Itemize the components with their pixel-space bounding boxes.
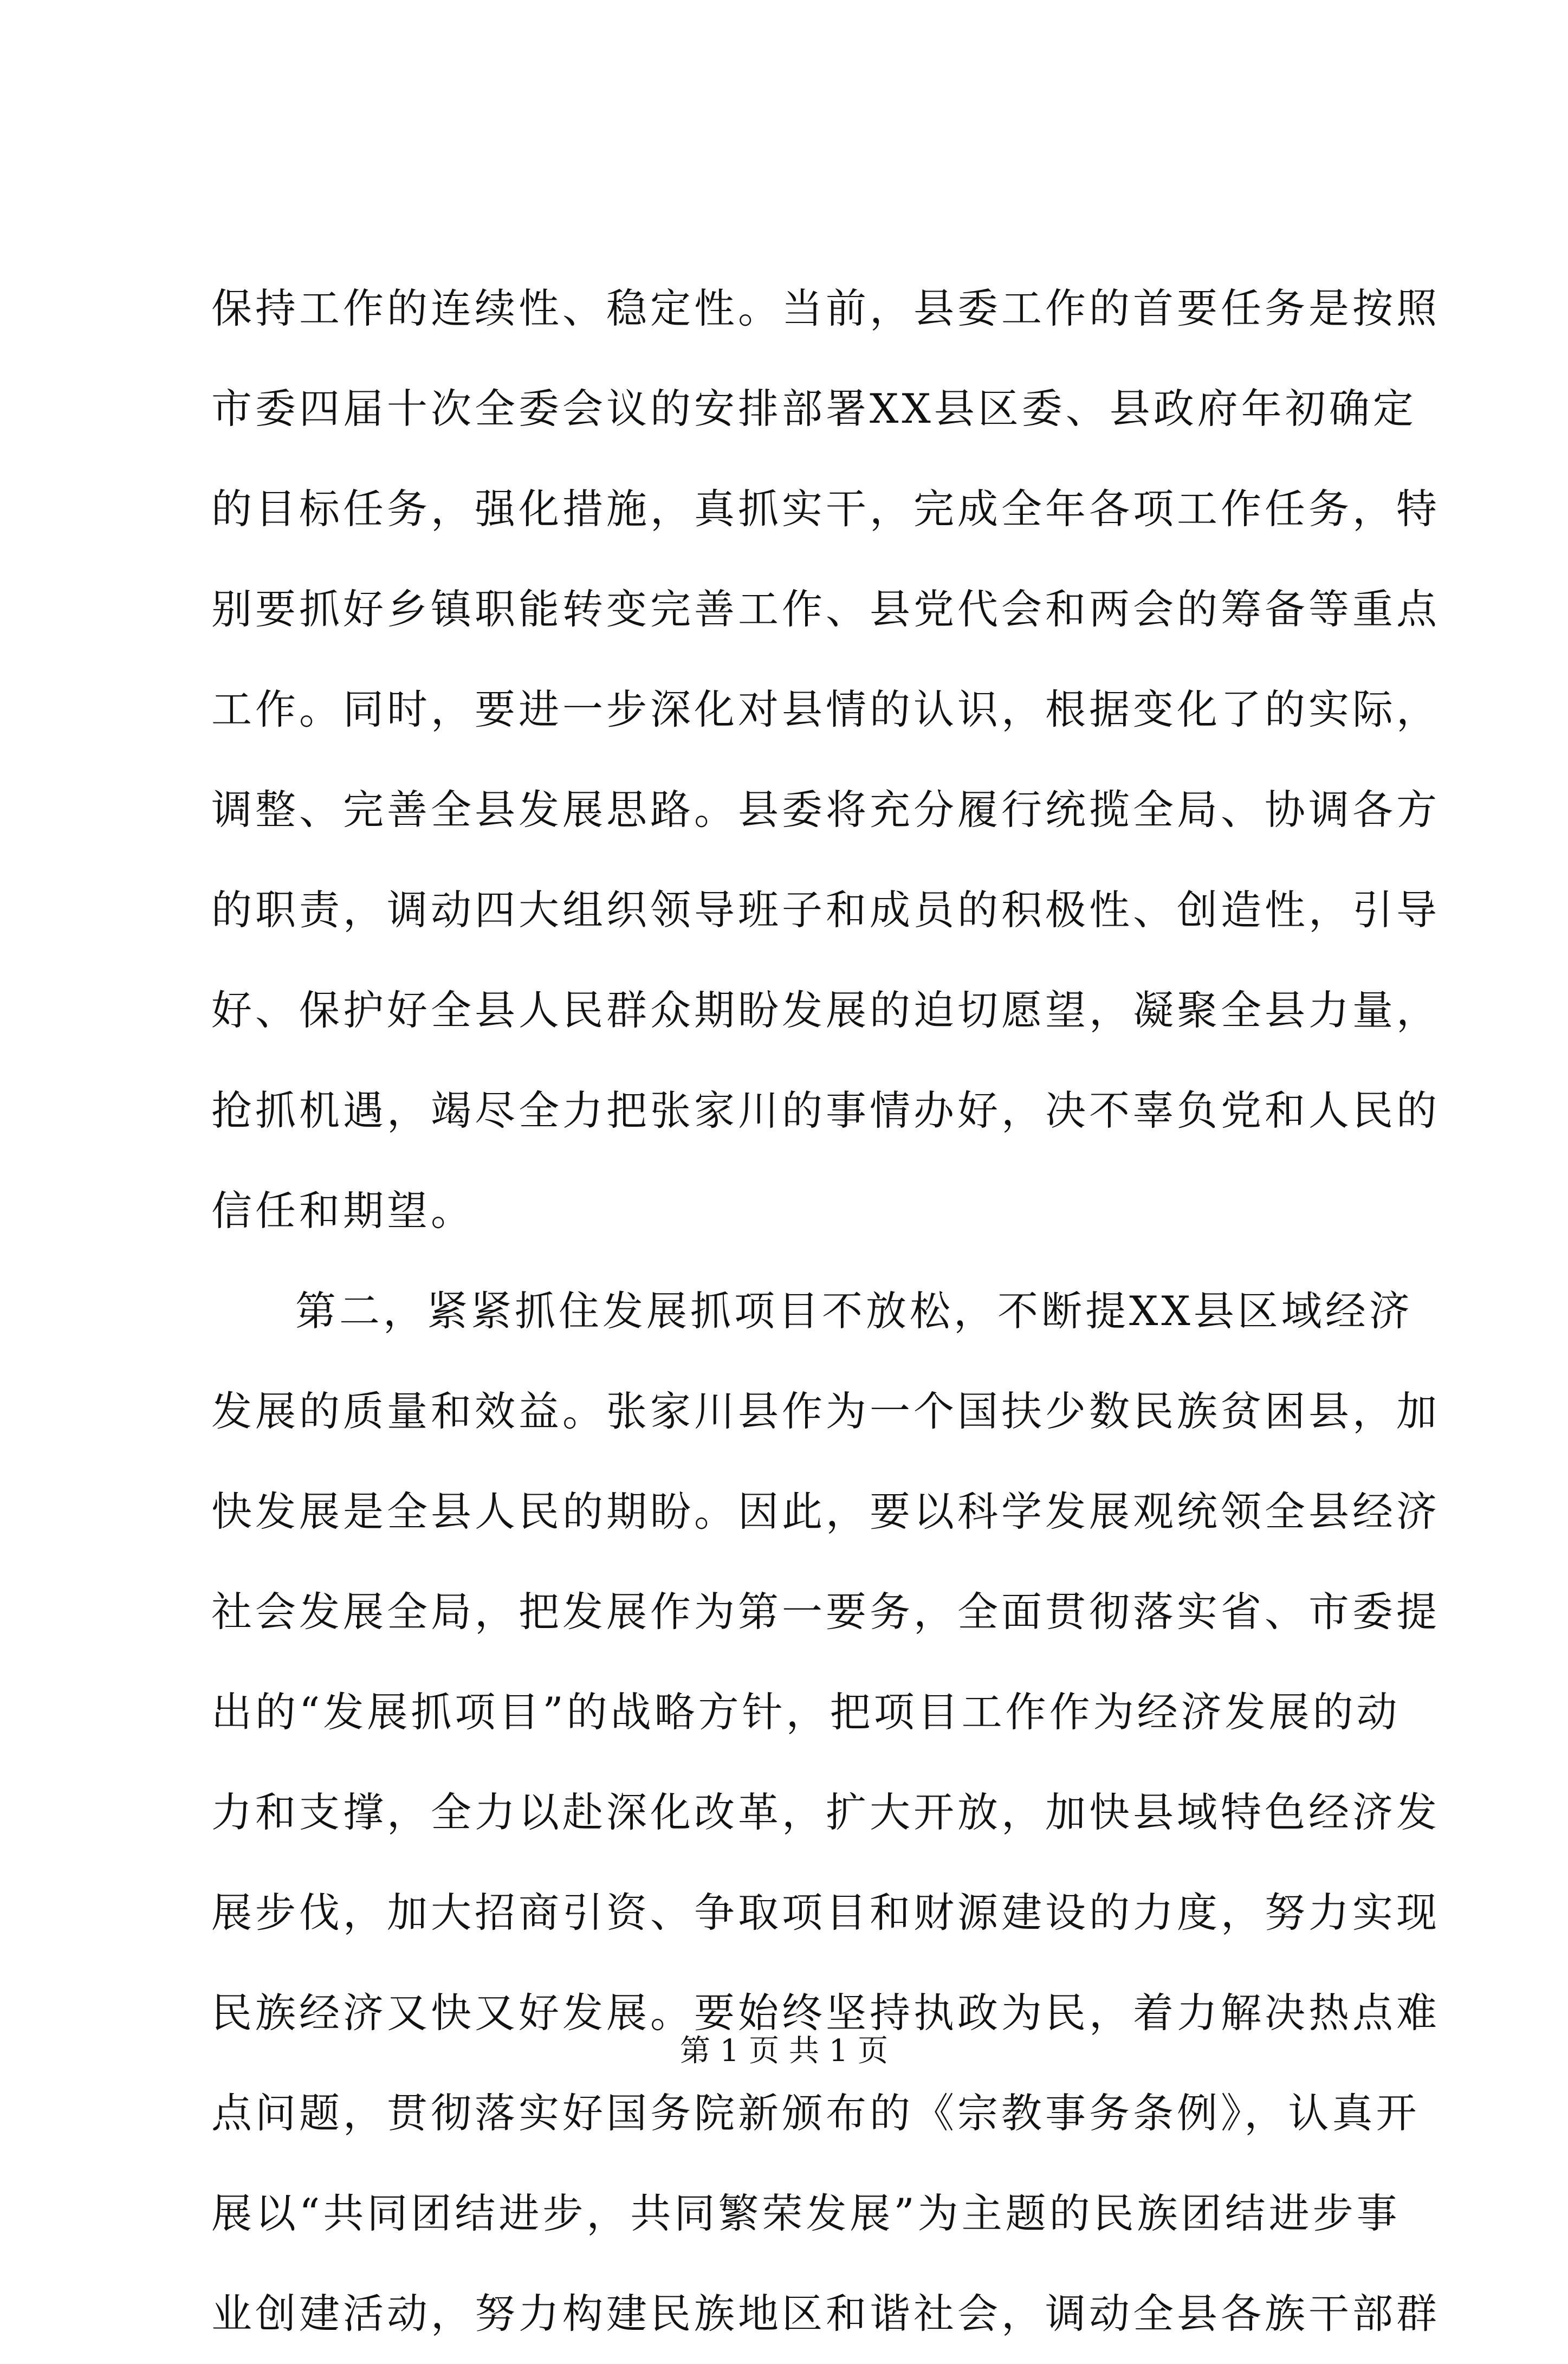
text-line: 保持工作的连续性、稳定性。当前，县委工作的首要任务是按照 — [211, 285, 1441, 332]
text-line: 抢抓机遇，竭尽全力把张家川的事情办好，决不辜负党和人民的 — [211, 1087, 1441, 1134]
page-number-footer: 第 1 页 共 1 页 — [679, 2033, 889, 2069]
paragraph-start-line: 第二，紧紧抓住发展抓项目不放松，不断提XX县区域经济 — [295, 1287, 1413, 1335]
text-line: 快发展是全县人民的期盼。因此，要以科学发展观统领全县经济 — [211, 1488, 1441, 1535]
text-line: 力和支撑，全力以赴深化改革，扩大开放，加快县域特色经济发 — [211, 1788, 1441, 1836]
text-line: 发展的质量和效益。张家川县作为一个国扶少数民族贫困县，加 — [211, 1387, 1441, 1435]
text-line: 出的“发展抓项目”的战略方针，把项目工作作为经济发展的动 — [211, 1688, 1401, 1736]
text-line: 信任和期望。 — [211, 1187, 475, 1235]
text-line: 业创建活动，努力构建民族地区和谐社会，调动全县各族干部群 — [211, 2290, 1441, 2337]
text-line: 工作。同时，要进一步深化对县情的认识，根据变化了的实际， — [211, 686, 1441, 733]
text-line: 市委四届十次全委会议的安排部署XX县区委、县政府年初确定 — [211, 385, 1417, 432]
text-line: 社会发展全局，把发展作为第一要务，全面贯彻落实省、市委提 — [211, 1588, 1441, 1636]
text-line: 展以“共同团结进步，共同繁荣发展”为主题的民族团结进步事 — [211, 2189, 1401, 2237]
text-line: 民族经济又快又好发展。要始终坚持执政为民，着力解决热点难 — [211, 1989, 1441, 2037]
text-line: 别要抓好乡镇职能转变完善工作、县党代会和两会的筹备等重点 — [211, 585, 1441, 633]
text-line: 的职责，调动四大组织领导班子和成员的积极性、创造性，引导 — [211, 886, 1441, 934]
text-line: 展步伐，加大招商引资、争取项目和财源建设的力度，努力实现 — [211, 1889, 1441, 1936]
text-line: 好、保护好全县人民群众期盼发展的迫切愿望，凝聚全县力量， — [211, 986, 1441, 1034]
text-line: 的目标任务，强化措施，真抓实干，完成全年各项工作任务，特 — [211, 485, 1441, 533]
text-line: 点问题，贯彻落实好国务院新颁布的《宗教事务条例》，认真开 — [211, 2089, 1420, 2137]
text-line: 调整、完善全县发展思路。县委将充分履行统揽全局、协调各方 — [211, 786, 1441, 834]
